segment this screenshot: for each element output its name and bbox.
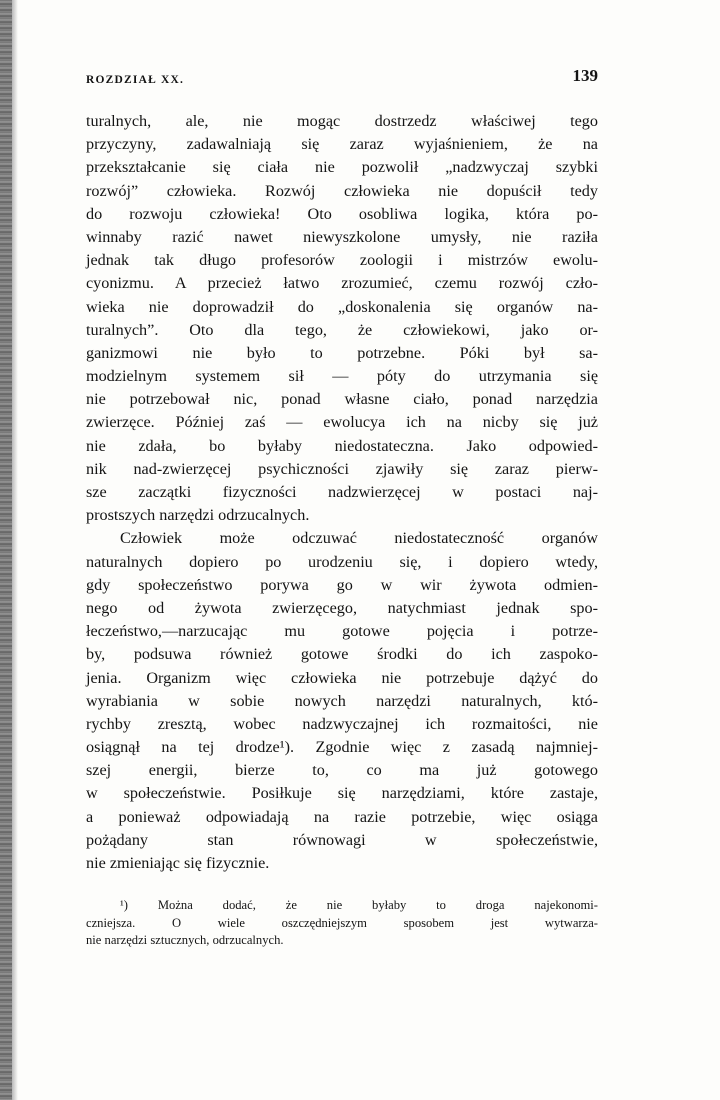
text-line: nie zmieniając się fizycznie. <box>86 854 270 872</box>
footnote <box>86 897 598 950</box>
page-header <box>86 66 598 96</box>
page-number: 139 <box>572 66 598 85</box>
text-line: jenia. Organizm więc człowieka nie potrzebuje dążyć do <box>86 668 598 687</box>
text-line: pożądany stan równowagi w społeczeństwie, <box>86 830 598 849</box>
chapter-heading: ROZDZIAŁ XX. <box>86 74 185 86</box>
text-line: rychby zresztą, wobec nadzwyczajnej ich rozmaitości, nie <box>86 714 598 733</box>
text-line: nego od żywota zwierzęcego, natychmiast jednak spo- <box>86 598 598 617</box>
text-line: prostszych narzędzi odrzucalnych. <box>86 506 310 525</box>
text-line: sze zaczątki fizyczności nadzwierzęcej w postaci naj- <box>86 483 598 501</box>
text-line: nie zdała, bo byłaby niedostateczna. Jako odpowied- <box>86 436 598 455</box>
text-line: jednak tak długo profesorów zoologii i mistrzów ewolu- <box>86 251 598 270</box>
text-line: by, podsuwa również gotowe środki do ich zaspoko- <box>86 645 598 664</box>
text-line: a ponieważ odpowiadają na razie potrzebie, więc osiąga <box>86 807 598 826</box>
text-line: łeczeństwo,—narzucając mu gotowe pojęcia i potrze- <box>86 622 598 641</box>
text-line: osiągnął na tej drodze¹). Zgodnie więc z zasadą najmniej- <box>86 738 598 757</box>
text-line: szej energii, bierze to, co ma już gotowego <box>86 761 598 780</box>
text-line: do rozwoju człowieka! Oto osobliwa logika, która po- <box>86 204 598 223</box>
footnote-line: ¹) Można dodać, że nie byłaby to droga najekonomi- <box>120 898 598 913</box>
text-line: gdy społeczeństwo porywa go w wir żywota odmien- <box>86 575 598 594</box>
text-line: zwierzęce. Później zaś — ewolucya ich na nicby się już <box>86 413 598 432</box>
book-page <box>86 66 598 950</box>
text-line: modzielnym systemem sił — póty do utrzymania się <box>86 367 598 386</box>
text-line: przekształcanie się ciała nie pozwolił „nadzwyczaj szybki <box>86 158 598 177</box>
text-line: nik nad-zwierzęcej psychiczności zjawiły się zaraz pierw- <box>86 459 598 478</box>
text-line: nie potrzebował nic, ponad własne ciało, ponad narzędzia <box>86 390 598 409</box>
footnote-line: nie narzędzi sztucznych, odrzucalnych. <box>86 933 284 948</box>
book-spine-edge <box>12 0 18 1100</box>
text-line: w społeczeństwie. Posiłkuje się narzędziami, które zastaje, <box>86 784 598 803</box>
text-line: Człowiek może odczuwać niedostateczność organów <box>120 529 598 548</box>
text-line: rozwój” człowieka. Rozwój człowieka nie dopuścił tedy <box>86 181 598 200</box>
text-line: cyonizmu. A przecież łatwo zrozumieć, czemu rozwój czło- <box>86 274 598 293</box>
text-line: wyrabiania w sobie nowych narzędzi naturalnych, któ- <box>86 691 598 710</box>
text-line: turalnych, ale, nie mogąc dostrzedz właściwej tego <box>86 112 598 130</box>
footnote-line: czniejsza. O wiele oszczędniejszym sposobem jest wytwarza- <box>86 915 598 930</box>
body-text <box>86 110 598 875</box>
text-line: naturalnych dopiero po urodzeniu się, i dopiero wtedy, <box>86 552 598 571</box>
text-line: przyczyny, zadawalniają się zaraz wyjaśnieniem, że na <box>86 135 598 154</box>
text-line: winnaby razić nawet niewyszkolone umysły, nie raziła <box>86 227 598 246</box>
text-line: turalnych”. Oto dla tego, że człowiekowi, jako or- <box>86 320 598 339</box>
text-line: ganizmowi nie było to potrzebne. Póki był sa- <box>86 343 598 362</box>
text-line: wieka nie doprowadził do „doskonalenia się organów na- <box>86 297 598 316</box>
book-spine-shadow <box>0 0 12 1100</box>
